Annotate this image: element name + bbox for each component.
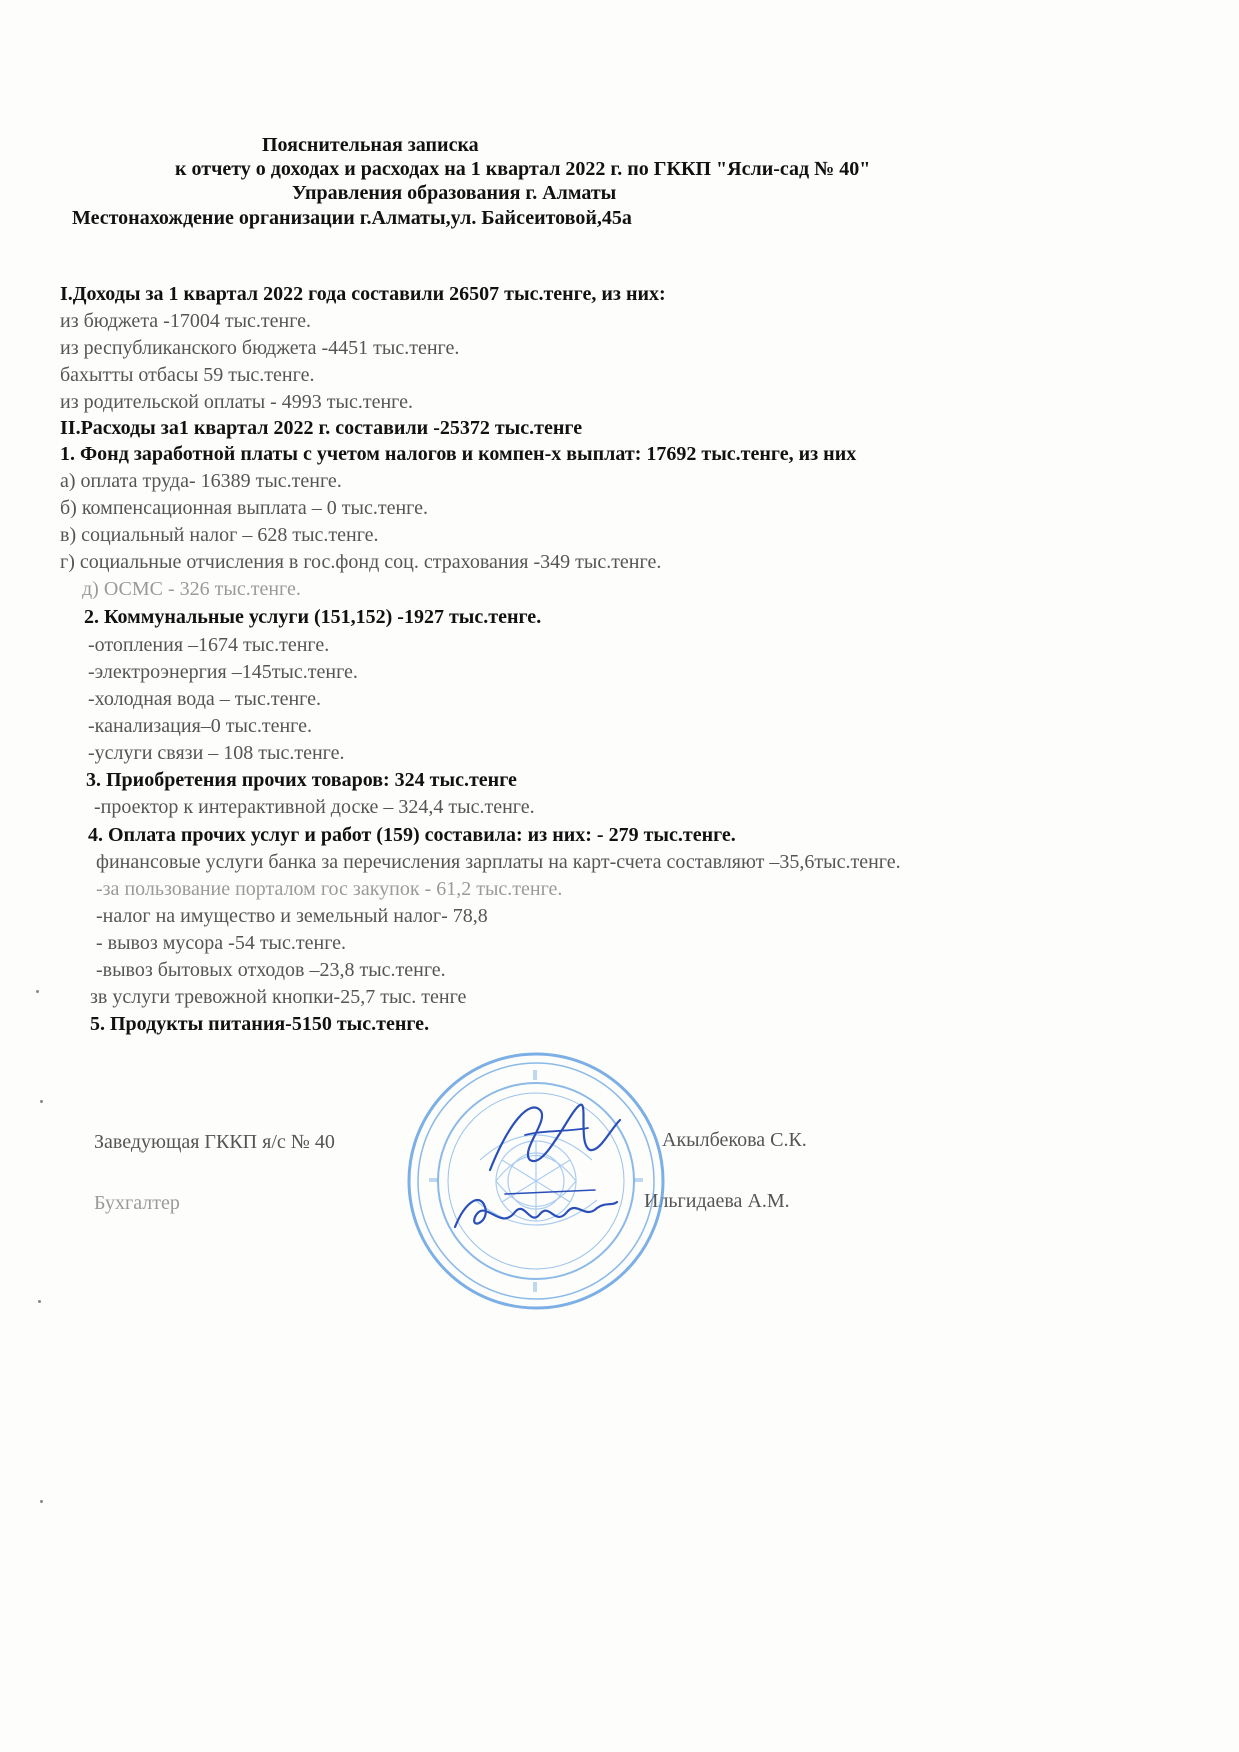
scan-speck xyxy=(36,990,39,993)
payroll-heading: 1. Фонд заработной платы с учетом налогов и компен-х выплат: 17692 тыс.тенге, из них xyxy=(60,443,857,465)
payroll-item: г) социальные отчисления в гос.фонд соц. страхования -349 тыс.тенге. xyxy=(60,551,662,573)
scan-speck xyxy=(40,1100,43,1103)
services-item: зв услуги тревожной кнопки-25,7 тыс. тенге xyxy=(90,986,467,1008)
utilities-item: -холодная вода – тыс.тенге. xyxy=(88,688,321,710)
utilities-item: -отопления –1674 тыс.тенге. xyxy=(88,634,330,656)
payroll-item: д) ОСМС - 326 тыс.тенге. xyxy=(82,578,301,600)
services-item: -вывоз бытовых отходов –23,8 тыс.тенге. xyxy=(96,959,446,981)
payroll-item: б) компенсационная выплата – 0 тыс.тенге. xyxy=(60,497,428,519)
document-subtitle: к отчету о доходах и расходах на 1 квартал 2022 г. по ГККП "Ясли-сад № 40" xyxy=(175,158,871,180)
department-line: Управления образования г. Алматы xyxy=(292,182,617,204)
services-item: -за пользование порталом гос закупок - 61,2 тыс.тенге. xyxy=(96,878,563,900)
document-title: Пояснительная записка xyxy=(262,134,479,156)
payroll-item: в) социальный налог – 628 тыс.тенге. xyxy=(60,524,379,546)
services-item: финансовые услуги банка за перечисления зарплаты на карт-счета составляют –35,6тыс.тенге. xyxy=(96,851,901,873)
services-item: -налог на имущество и земельный налог- 78,8 xyxy=(96,905,488,927)
scan-speck xyxy=(38,1300,41,1303)
utilities-heading: 2. Коммунальные услуги (151,152) -1927 тыс.тенге. xyxy=(84,606,542,628)
location-line: Местонахождение организации г.Алматы,ул. Байсеитовой,45а xyxy=(72,207,632,229)
goods-item: -проектор к интерактивной доске – 324,4 тыс.тенге. xyxy=(94,796,535,818)
income-item: из республиканского бюджета -4451 тыс.тенге. xyxy=(60,337,460,359)
expenses-heading: II.Расходы за1 квартал 2022 г. составили -25372 тыс.тенге xyxy=(60,417,583,439)
head-signature-icon xyxy=(470,1090,630,1180)
services-heading: 4. Оплата прочих услуг и работ (159) составила: из них: - 279 тыс.тенге. xyxy=(88,824,736,846)
accountant-name: Ильгидаева А.М. xyxy=(644,1190,790,1212)
payroll-item: а) оплата труда- 16389 тыс.тенге. xyxy=(60,470,342,492)
utilities-item: -услуги связи – 108 тыс.тенге. xyxy=(88,742,345,764)
income-item: из родительской оплаты - 4993 тыс.тенге. xyxy=(60,391,413,413)
income-item: бахытты отбасы 59 тыс.тенге. xyxy=(60,364,315,386)
utilities-item: -электроэнергия –145тыс.тенге. xyxy=(88,661,358,683)
income-item: из бюджета -17004 тыс.тенге. xyxy=(60,310,312,332)
head-name: Акылбекова С.К. xyxy=(662,1129,807,1151)
food-heading: 5. Продукты питания-5150 тыс.тенге. xyxy=(90,1013,430,1035)
head-role: Заведующая ГККП я/с № 40 xyxy=(94,1131,335,1153)
income-heading: I.Доходы за 1 квартал 2022 года составили 26507 тыс.тенге, из них: xyxy=(60,283,666,305)
goods-heading: 3. Приобретения прочих товаров: 324 тыс.тенге xyxy=(86,769,517,791)
accountant-signature-icon xyxy=(445,1172,625,1242)
accountant-role: Бухгалтер xyxy=(94,1192,180,1214)
scan-speck xyxy=(40,1500,43,1503)
utilities-item: -канализация–0 тыс.тенге. xyxy=(88,715,312,737)
services-item: - вывоз мусора -54 тыс.тенге. xyxy=(96,932,347,954)
